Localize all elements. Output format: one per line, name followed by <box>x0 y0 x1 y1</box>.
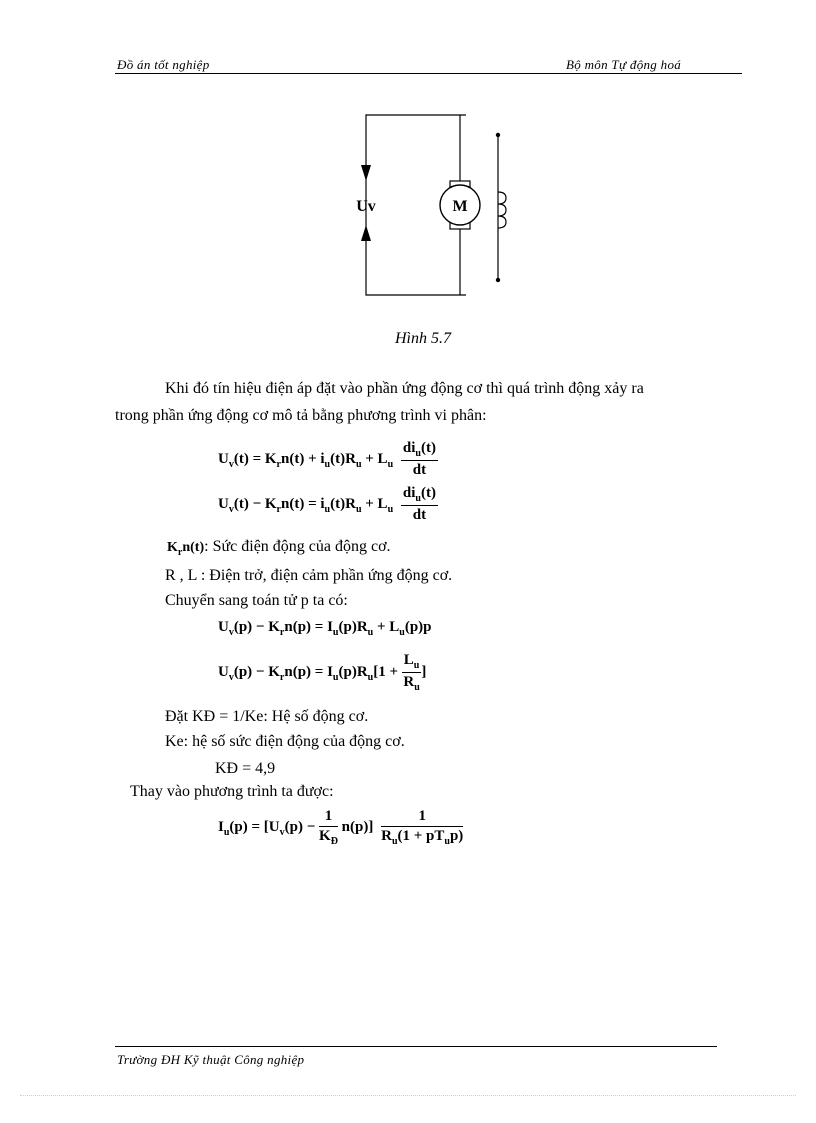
kr-description: $K_rn(t)$: Sức điện động của động cơ. <box>167 538 391 558</box>
motor-circuit-diagram <box>340 105 530 305</box>
paragraph-line: trong phần ứng động cơ mô tả bằng phương trình vi phân: <box>115 407 487 424</box>
ke-description: Ke: hệ số sức điện động của động cơ. <box>165 733 405 750</box>
equation-2: $U_v(t) - K_rn(t) = i_u(t)R_u + L_u$ $\frac{di_u(t)}{dt}$ <box>218 485 436 523</box>
paragraph-line: Khi đó tín hiệu điện áp đặt vào phần ứng động cơ thì quá trình động xảy ra <box>165 380 644 397</box>
kd-definition: Đặt KĐ = 1/Ke: Hệ số động cơ. <box>165 708 369 725</box>
equation-5: $I_u(p) = [U_v(p)$ − $\frac{1}{K_Đ}$ n(p)] $\frac{1}{R_u(1 + pT_up)}$ <box>218 808 464 847</box>
header-right: Bộ môn Tự động hoá <box>566 57 682 72</box>
laplace-intro: Chuyển sang toán tử p ta có: <box>165 592 348 609</box>
rl-description: R , L : Điện trở, điện cảm phần ứng động cơ. <box>165 567 453 584</box>
page-edge <box>20 1095 796 1096</box>
footer-text: Trường ĐH Kỹ thuật Công nghiệp <box>117 1052 305 1067</box>
equation-4: $U_v(p) - K_rn(p) = I_u(p)R_u[1$ + $\frac{L_u}{R_u}$ ] <box>218 652 427 693</box>
motor-label: M <box>452 198 468 215</box>
substitute-line: Thay vào phương trình ta được: <box>130 783 334 800</box>
equation-3: $U_v(p) - K_rn(p) = I_u(p)R_u + L_u(p)p$ <box>218 619 432 638</box>
header-rule <box>115 73 742 74</box>
figure-caption: Hình 5.7 <box>395 330 451 347</box>
footer-rule <box>115 1046 717 1047</box>
equation-1: $U_v(t) = K_rn(t) + i_u(t)R_u + L_u$ $\frac{di_u(t)}{dt}$ <box>218 440 436 478</box>
voltage-label: Uv <box>356 198 376 215</box>
header-left: Đồ án tốt nghiệp <box>117 57 210 72</box>
kd-value: KĐ = 4,9 <box>215 760 276 777</box>
